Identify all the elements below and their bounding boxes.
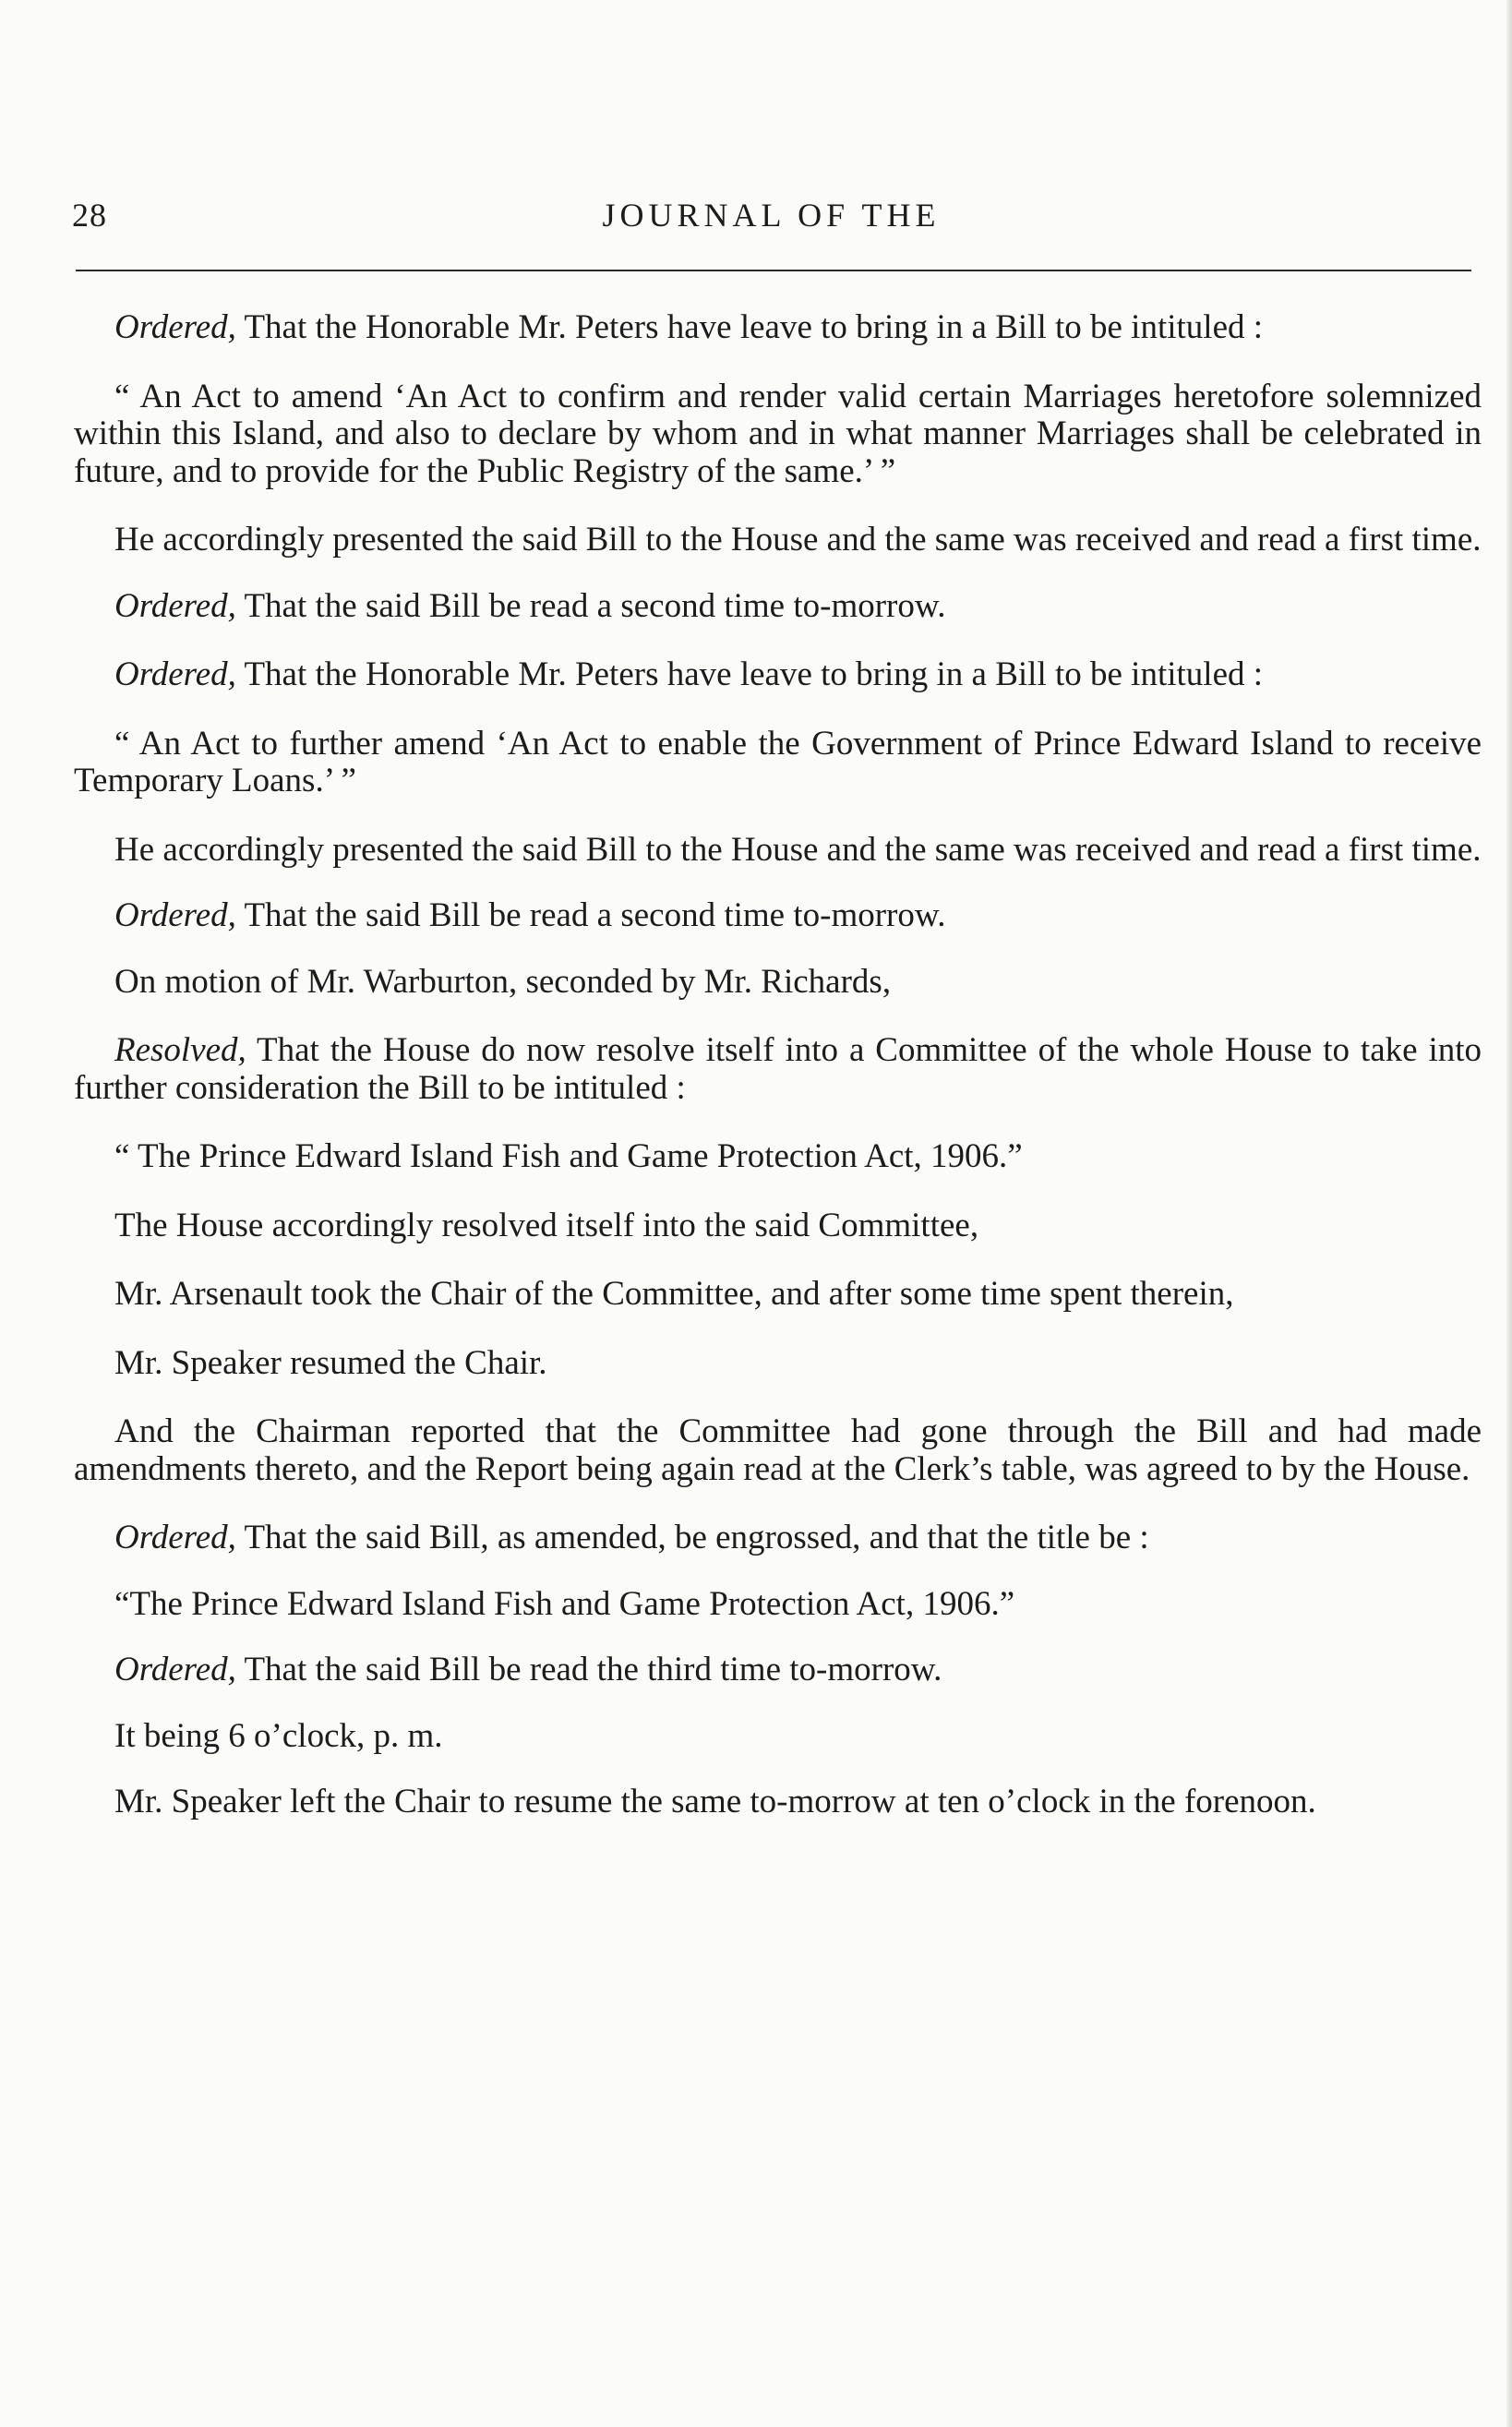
paragraph-lead: Ordered, [114,1519,236,1556]
paragraph-lead: Resolved, [114,1031,246,1069]
paragraph-text: Mr. Speaker left the Chair to resume the same to-morrow at ten o’clock in the forenoon. [114,1783,1316,1820]
paragraph-lead: Ordered, [114,1651,236,1688]
paragraph-ordered-second-reading [74,588,1482,626]
paragraph-ordered-leave-marriages-bill [74,309,1482,347]
paragraph-text: That the said Bill, as amended, be engrossed, and that the title be : [235,1519,1149,1556]
header-rule [76,270,1471,271]
paragraph-fish-game-title [74,1586,1482,1624]
paragraph-text: He accordingly presented the said Bill to the House and the same was received and read a first time. [114,521,1482,559]
journal-title: JOURNAL OF THE [602,197,941,234]
paragraph-arsenault-chair [74,1276,1482,1314]
paragraph-first-reading [74,832,1482,870]
paragraph-lead: Ordered, [114,896,236,934]
paragraph-lead: Ordered, [114,586,236,625]
paragraph-text: On motion of Mr. Warburton, seconded by Mr. Richards, [114,962,892,1001]
paragraph-lead: Ordered, [114,655,236,693]
paragraph-text: “The Prince Edward Island Fish and Game Protection Act, 1906.” [114,1584,1015,1623]
paragraph-ordered-third-reading [74,1652,1482,1689]
paragraph-text: That the said Bill be read a second time to-morrow. [235,586,946,625]
page-number: 28 [72,197,107,234]
paragraph-text: That the House do now resolve itself into a Committee of the whole House to take into further consideration the Bill to be intituled : [74,1031,1482,1107]
paragraph-text: “ An Act to further amend ‘An Act to enable the Government of Prince Edward Island to receive Temporary Loans.’ ” [74,724,1482,799]
paragraph-six-oclock [74,1718,1482,1756]
paragraph-ordered-leave-loans-bill [74,656,1482,694]
paragraph-ordered-second-reading [74,897,1482,935]
journal-body [74,309,1482,1821]
paragraph-lead: Ordered, [114,308,236,346]
scan-edge [1506,0,1512,2427]
paragraph-ordered-engrossed [74,1520,1482,1557]
paragraph-house-resolved [74,1207,1482,1245]
paragraph-chairman-report [74,1413,1482,1488]
paragraph-marriages-bill-title [74,378,1482,491]
paragraph-text: That the said Bill be read a second time to-morrow. [235,896,946,934]
paragraph-first-reading [74,522,1482,559]
paragraph-text: Mr. Speaker resumed the Chair. [114,1343,547,1382]
running-head [72,196,1470,251]
paragraph-fish-game-bill-title [74,1138,1482,1176]
paragraph-text: He accordingly presented the said Bill to the House and the same was received and read a first time. [114,830,1482,869]
paragraph-text: That the said Bill be read the third time to-morrow. [235,1651,942,1688]
paragraph-motion [74,964,1482,1002]
paragraph-speaker-left [74,1784,1482,1821]
paragraph-loans-bill-title [74,726,1482,800]
paragraph-text: And the Chairman reported that the Committee had gone through the Bill and had made amendments thereto, and the Report being again read at the Clerk’s table, was agreed to by the House. [74,1412,1482,1488]
paragraph-text: That the Honorable Mr. Peters have leave to bring in a Bill to be intituled : [235,655,1264,693]
paragraph-text: That the Honorable Mr. Peters have leave to bring in a Bill to be intituled : [235,308,1264,346]
paragraph-text: Mr. Arsenault took the Chair of the Committee, and after some time spent therein, [114,1275,1234,1313]
paragraph-text: “ An Act to amend ‘An Act to confirm and render valid certain Marriages heretofore solemnized within this Island, and also to declare by whom and in what manner Marriages shall be celebrated in future, and to provide for the Public Registry of the same.’ ” [74,377,1482,490]
paragraph-text: The House accordingly resolved itself into the said Committee, [114,1206,979,1244]
paragraph-resolved-committee [74,1032,1482,1107]
paragraph-speaker-resumed [74,1345,1482,1383]
paragraph-text: It being 6 o’clock, p. m. [114,1716,443,1755]
paragraph-text: “ The Prince Edward Island Fish and Game Protection Act, 1906.” [114,1137,1023,1175]
